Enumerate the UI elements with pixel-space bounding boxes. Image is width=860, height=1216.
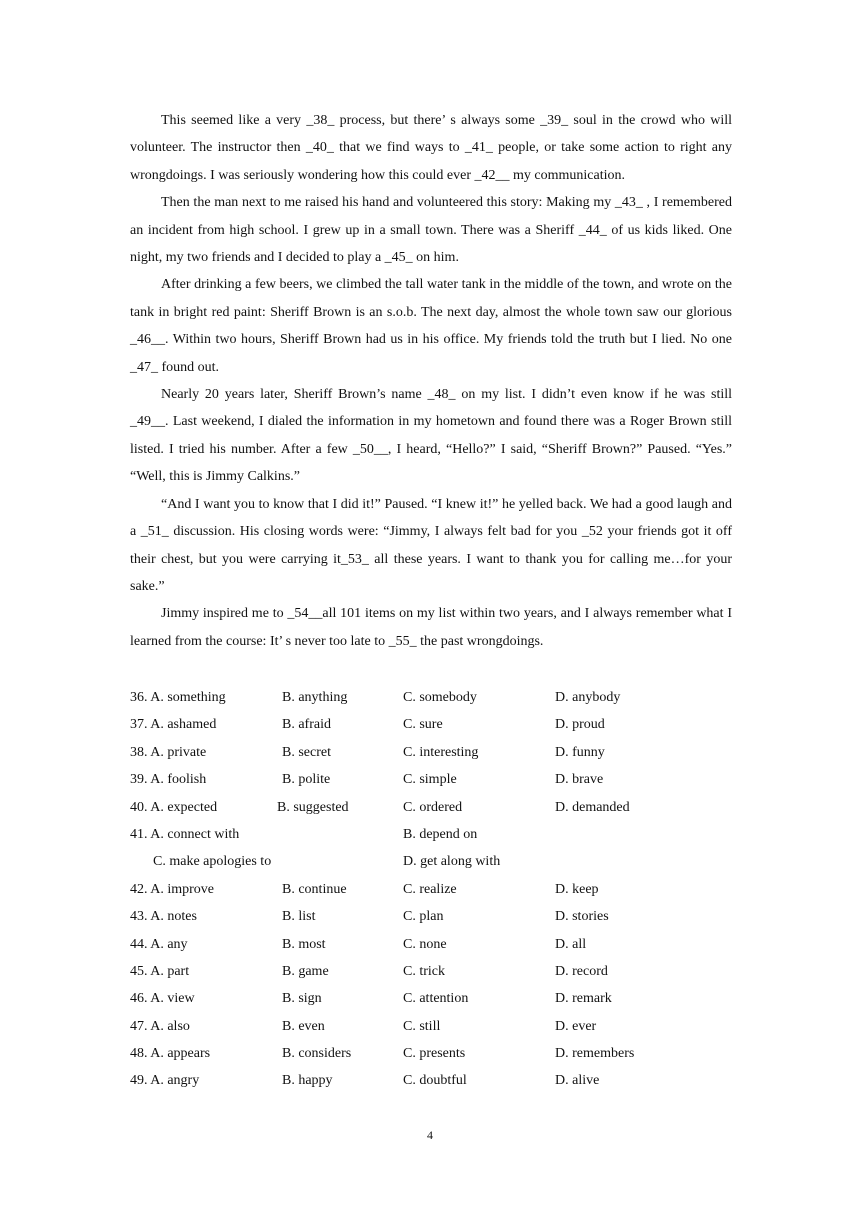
question-row-42 — [130, 876, 732, 903]
option-a: 38. A. private — [130, 744, 207, 760]
option-a: 49. A. angry — [130, 1073, 200, 1089]
option-d: D. anybody — [555, 690, 621, 705]
option-a: 41. A. connect with — [130, 826, 240, 842]
option-d: D. all — [555, 936, 587, 952]
option-d: D. ever — [555, 1018, 597, 1034]
option-a: 42. A. improve — [130, 881, 214, 897]
option-b: B. suggested — [277, 799, 349, 815]
question-row-44 — [130, 931, 732, 958]
option-c: C. none — [403, 936, 447, 952]
option-d: D. alive — [555, 1073, 600, 1089]
passage-paragraph: “And I want you to know that I did it!” Paused. “I knew it!” he yelled back. We had a good laugh and a _51_ discussion. His closing words were: “Jimmy, I always felt bad for you _52 your friends got it off their chest, but you were carrying it_53_ all these years. I want to thank you for calling me…for your sake.” — [130, 496, 732, 594]
option-b: B. depend on — [403, 826, 478, 842]
option-b: B. afraid — [282, 717, 331, 733]
option-b: B. continue — [282, 881, 347, 897]
option-c: C. interesting — [403, 744, 479, 760]
option-b: B. sign — [282, 991, 322, 1007]
option-c: C. still — [403, 1018, 441, 1034]
option-d: D. remark — [555, 991, 612, 1007]
option-b: B. most — [282, 936, 326, 952]
passage-paragraph: Jimmy inspired me to _54__all 101 items on my list within two years, and I always remember what I learned from the course: It’ s never too late to _55_ the past wrongdoings. — [130, 606, 732, 649]
question-row-47 — [130, 1013, 732, 1040]
question-row-41-cont — [130, 848, 732, 875]
question-row-41 — [130, 821, 732, 848]
passage-paragraph: Then the man next to me raised his hand and volunteered this story: Making my _43_ , I remembered an incident from high school. I grew up in a small town. There was a Sheriff _44_ of us kids liked. One night, my two friends and I decided to play a _45_ on him. — [130, 195, 732, 266]
option-a: 46. A. view — [130, 991, 195, 1007]
option-b: B. secret — [282, 744, 331, 760]
option-d: D. funny — [555, 744, 605, 760]
question-row-49 — [130, 1067, 732, 1094]
option-d: D. keep — [555, 881, 599, 897]
option-b: B. even — [282, 1018, 325, 1034]
option-a: 40. A. expected — [130, 799, 218, 815]
option-b: B. happy — [282, 1073, 333, 1089]
page-number: 4 — [427, 1128, 433, 1142]
question-row-38 — [130, 739, 732, 766]
question-row-37 — [130, 711, 732, 738]
passage-paragraph: After drinking a few beers, we climbed the tall water tank in the middle of the town, and wrote on the tank in bright red paint: Sheriff Brown is an s.o.b. The next day, almost the whole town saw our glorious _46__. Within two hours, Sheriff Brown had us in his office. My friends told the truth but I lied. No one _47_ found out. — [130, 277, 732, 375]
passage-paragraph: Nearly 20 years later, Sheriff Brown’s name _48_ on my list. I didn’t even know if he was still _49__. Last weekend, I dialed the information in my hometown and found there was a Roger Brown still listed. I tried his number. After a few _50__, I heard, “Hello?” I said, “Sheriff Brown?” Paused. “Yes.” “Well, this is Jimmy Calkins.” — [130, 387, 732, 485]
option-a: 37. A. ashamed — [130, 717, 217, 733]
cloze-passage — [130, 107, 732, 655]
question-row-45 — [130, 958, 732, 985]
option-b: B. anything — [282, 690, 348, 705]
option-c: C. realize — [403, 881, 457, 897]
option-d: D. record — [555, 963, 608, 979]
question-row-36 — [130, 684, 732, 711]
question-row-43 — [130, 903, 732, 930]
option-d: D. remembers — [555, 1046, 635, 1062]
question-row-40 — [130, 794, 732, 821]
option-b: B. considers — [282, 1046, 352, 1062]
option-a: 36. A. something — [130, 690, 226, 705]
option-b: B. polite — [282, 772, 331, 788]
option-c: C. plan — [403, 909, 444, 925]
option-d: D. get along with — [403, 854, 501, 870]
option-a: 48. A. appears — [130, 1046, 211, 1062]
option-b: B. game — [282, 963, 329, 979]
option-c: C. simple — [403, 772, 457, 788]
option-c: C. trick — [403, 963, 445, 979]
option-a: 47. A. also — [130, 1018, 190, 1034]
option-b: B. list — [282, 909, 316, 925]
option-c: C. ordered — [403, 799, 463, 815]
option-d: D. demanded — [555, 799, 630, 815]
option-c: C. presents — [403, 1046, 466, 1062]
option-a: 45. A. part — [130, 963, 190, 979]
option-d: D. stories — [555, 909, 609, 925]
option-a: 44. A. any — [130, 936, 188, 952]
option-c: C. sure — [403, 717, 443, 733]
option-d: D. brave — [555, 772, 604, 788]
option-c: C. somebody — [403, 690, 477, 705]
option-d: D. proud — [555, 717, 605, 733]
question-row-46 — [130, 985, 732, 1012]
question-row-48 — [130, 1040, 732, 1067]
option-c: C. attention — [403, 991, 469, 1007]
passage-paragraph: This seemed like a very _38_ process, but there’ s always some _39_ soul in the crowd who will volunteer. The instructor then _40_ that we find ways to _41_ people, or take some action to right any wrongdoings. I was seriously wondering how this could ever _42__ my communication. — [130, 113, 732, 183]
option-c: C. make apologies to — [153, 854, 272, 870]
option-c: C. doubtful — [403, 1073, 467, 1089]
option-a: 43. A. notes — [130, 909, 197, 925]
answer-options — [130, 684, 732, 1095]
question-row-39 — [130, 766, 732, 793]
option-a: 39. A. foolish — [130, 772, 207, 788]
